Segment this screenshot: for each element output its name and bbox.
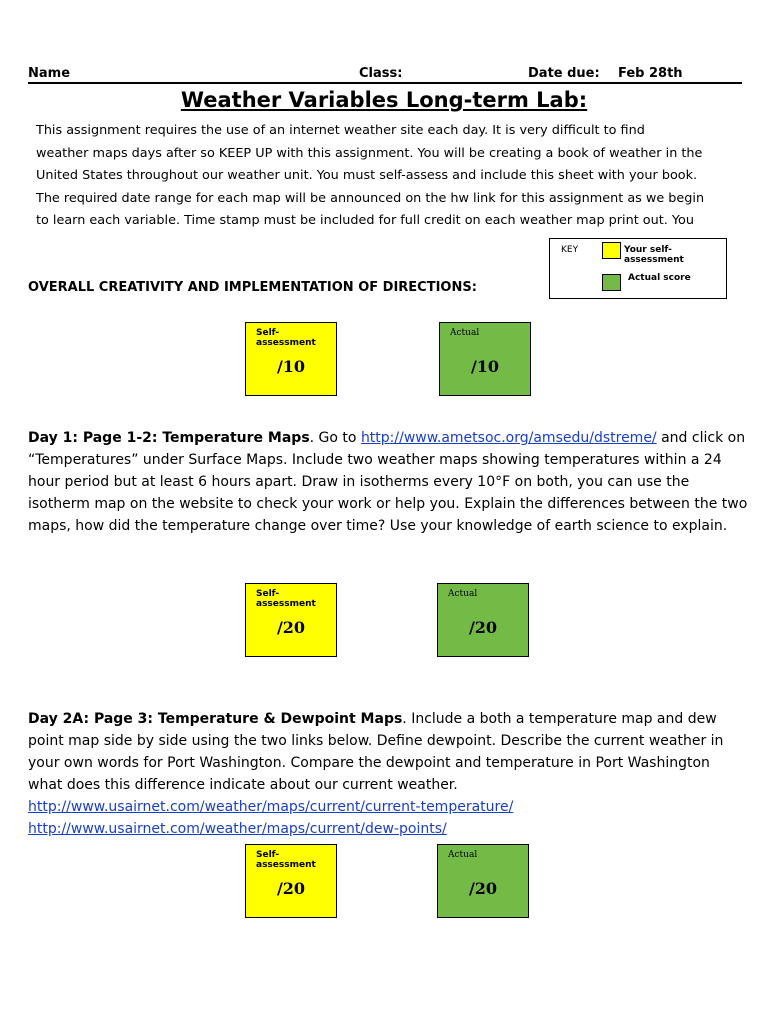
- box-label: Actual: [450, 328, 480, 338]
- page-title: Weather Variables Long-term Lab:: [180, 88, 588, 112]
- box-score: /20: [468, 618, 498, 637]
- box-label: Actual: [448, 850, 478, 860]
- key-actual-label: Actual score: [628, 273, 691, 283]
- intro-clip: [0, 120, 768, 234]
- day1-text: and click on “Temperatures” under Surface Maps. Include two weather maps showing temperatures within a 24 hour period but at least 6 hours apart. Draw in isotherms every 10°F on both, you can use the isotherm map on the website to check your work or help you. Explain the differences between the two maps, how did the temperature change over time? Use your knowledge of earth science to explain.: [28, 430, 748, 534]
- overall-actual-box: [439, 322, 531, 396]
- day1-actual-box: [437, 583, 529, 657]
- intro-line: This assignment requires the use of an internet weather site each day. It is very difficult to find: [36, 123, 645, 138]
- dstreme-link[interactable]: http://www.ametsoc.org/amsedu/dstreme/: [360, 430, 657, 446]
- day1-self-assessment-box: [245, 583, 337, 657]
- intro-line: The required date range for each map will be announced on the hw link for this assignment as we begin: [36, 190, 705, 206]
- box-score: /10: [276, 357, 306, 376]
- day1-paragraph: [28, 427, 748, 537]
- box-score: /20: [276, 879, 306, 898]
- intro-line: United States throughout our weather unit. You must self-assess and include this sheet with your book.: [36, 168, 698, 183]
- box-score: /20: [276, 618, 306, 637]
- day2a-text: . Include a both a temperature map and dew point map side by side using the two links below. Define dewpoint. Describe the current weather in your own words for Port Washington. Compare the dewpoint and temperature in Port Washington what does this difference indicate about our current weather.: [28, 711, 724, 793]
- intro-line: weather maps days after so KEEP UP with this assignment. You will be creating a book of weather in the: [36, 145, 703, 161]
- key-self-label: Your self-assessment: [624, 245, 684, 265]
- box-label: Actual: [448, 589, 478, 599]
- box-label: Self-assessment: [256, 328, 316, 348]
- key-label: KEY: [561, 245, 579, 255]
- class-label: Class:: [359, 66, 403, 81]
- intro-paragraph: [36, 120, 746, 233]
- date-due-label: Date due:: [528, 66, 600, 81]
- actual-score-swatch: [602, 274, 621, 291]
- box-label: Self-assessment: [256, 589, 316, 609]
- box-score: /20: [468, 879, 498, 898]
- day2a-paragraph: [28, 708, 748, 840]
- box-score: /10: [470, 357, 500, 376]
- self-assessment-swatch: [602, 242, 621, 259]
- overall-self-assessment-box: [245, 322, 337, 396]
- day1-heading: Day 1: Page 1-2: Temperature Maps: [28, 430, 310, 446]
- overall-heading: OVERALL CREATIVITY AND IMPLEMENTATION OF DIRECTIONS:: [28, 280, 477, 295]
- day2a-actual-box: [437, 844, 529, 918]
- day2a-self-assessment-box: [245, 844, 337, 918]
- name-label: Name: [28, 66, 71, 81]
- dew-point-map-link[interactable]: http://www.usairnet.com/weather/maps/current/dew-points/: [28, 821, 447, 837]
- box-label: Self-assessment: [256, 850, 316, 870]
- header-line: [28, 64, 742, 84]
- key-legend: [549, 238, 727, 299]
- day1-go-to: . Go to: [309, 430, 361, 446]
- temperature-map-link[interactable]: http://www.usairnet.com/weather/maps/current/current-temperature/: [28, 799, 514, 815]
- intro-line: to learn each variable. Time stamp must be included for full credit on each weather map print out. You: [36, 213, 694, 228]
- day2a-heading: Day 2A: Page 3: Temperature & Dewpoint Maps: [28, 711, 403, 727]
- date-due-value: Feb 28th: [618, 66, 683, 81]
